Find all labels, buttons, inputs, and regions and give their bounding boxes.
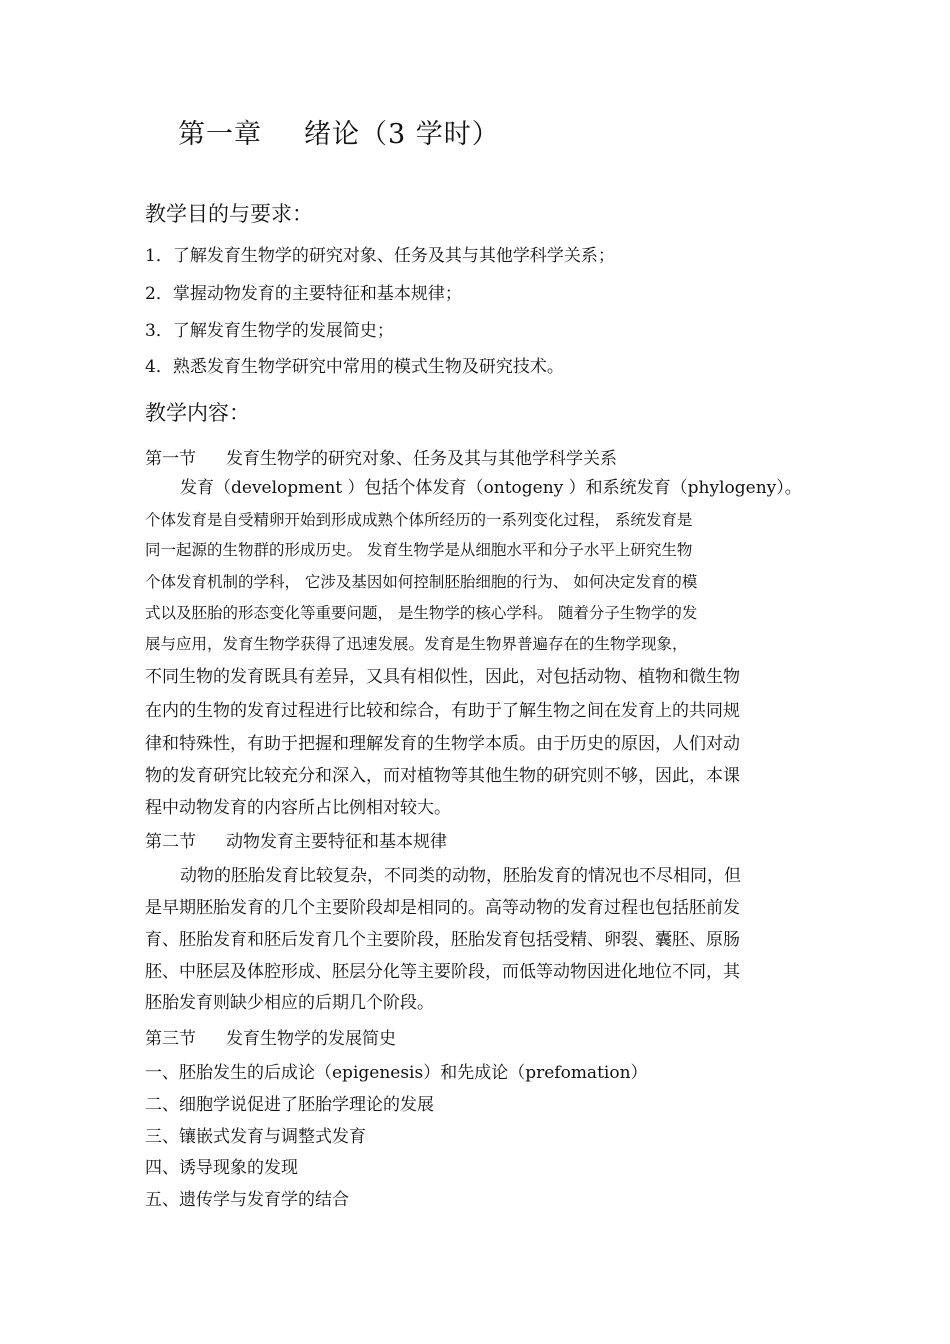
section-1-line: 同一起源的生物群的形成历史。 发育生物学是从细胞水平和分子水平上研究生物 xyxy=(145,541,693,559)
history-item: 一、胚胎发生的后成论（epigenesis）和先成论（prefomation） xyxy=(145,1063,648,1083)
objective-item: 3．了解发育生物学的发展简史； xyxy=(145,321,394,341)
objectives-heading: 教学目的与要求： xyxy=(145,202,313,226)
section-2-title xyxy=(145,827,447,852)
chapter-title xyxy=(178,112,500,151)
section-3-name: 发育生物学的发展简史 xyxy=(226,1029,396,1049)
section-1-label: 第一节 xyxy=(145,449,196,469)
section-2-line: 胚胎发育则缺少相应的后期几个阶段。 xyxy=(145,993,434,1013)
section-1-line: 式以及胚胎的形态变化等重要问题， 是生物学的核心学科。 随着分子生物学的发 xyxy=(145,604,698,622)
objective-item: 4．熟悉发育生物学研究中常用的模式生物及研究技术。 xyxy=(145,357,564,377)
section-1-name: 发育生物学的研究对象、任务及其与其他学科学关系 xyxy=(226,449,617,469)
history-item: 五、遗传学与发育学的结合 xyxy=(145,1190,349,1210)
section-1-line: 发育（development ）包括个体发育（ontogeny ）和系统发育（phylogeny）。 xyxy=(180,478,802,498)
section-1-line: 个体发育是自受精卵开始到形成成熟个体所经历的一系列变化过程， 系统发育是 xyxy=(145,511,693,529)
section-2-name: 动物发育主要特征和基本规律 xyxy=(226,832,447,852)
section-1-line: 展与应用，发育生物学获得了迅速发展。发育是生物界普遍存在的生物学现象， xyxy=(145,635,688,653)
section-1-line: 律和特殊性，有助于把握和理解发育的生物学本质。由于历史的原因，人们对动 xyxy=(145,734,740,754)
section-3-label: 第三节 xyxy=(145,1029,196,1049)
section-2-line: 是早期胚胎发育的几个主要阶段却是相同的。高等动物的发育过程也包括胚前发 xyxy=(145,898,740,918)
history-item: 二、细胞学说促进了胚胎学理论的发展 xyxy=(145,1095,434,1115)
section-2-label: 第二节 xyxy=(145,832,196,852)
section-1-line: 不同生物的发育既具有差异，又具有相似性，因此，对包括动物、植物和微生物 xyxy=(145,667,740,687)
section-2-line: 胚、中胚层及体腔形成、胚层分化等主要阶段，而低等动物因进化地位不同，其 xyxy=(145,962,740,982)
section-1-line: 程中动物发育的内容所占比例相对较大。 xyxy=(145,798,451,818)
objective-item: 1．了解发育生物学的研究对象、任务及其与其他学科学关系； xyxy=(145,246,615,266)
section-3-title xyxy=(145,1024,396,1049)
section-2-line: 动物的胚胎发育比较复杂，不同类的动物，胚胎发育的情况也不尽相同，但 xyxy=(180,866,741,886)
section-1-line: 个体发育机制的学科， 它涉及基因如何控制胚胎细胞的行为、 如何决定发育的模 xyxy=(145,573,698,591)
chapter-label: 第一章 xyxy=(178,119,262,150)
section-2-line: 育、胚胎发育和胚后发育几个主要阶段，胚胎发育包括受精、卵裂、囊胚、原肠 xyxy=(145,930,740,950)
history-item: 三、镶嵌式发育与调整式发育 xyxy=(145,1127,366,1147)
chapter-name: 绪论（3 学时） xyxy=(304,119,500,150)
section-1-line: 在内的生物的发育过程进行比较和综合，有助于了解生物之间在发育上的共同规 xyxy=(145,701,740,721)
section-1-line: 物的发育研究比较充分和深入，而对植物等其他生物的研究则不够，因此，本课 xyxy=(145,766,740,786)
content-heading: 教学内容： xyxy=(145,401,250,425)
section-1-title xyxy=(145,444,617,469)
history-item: 四、诱导现象的发现 xyxy=(145,1158,298,1178)
objective-item: 2．掌握动物发育的主要特征和基本规律； xyxy=(145,284,462,304)
